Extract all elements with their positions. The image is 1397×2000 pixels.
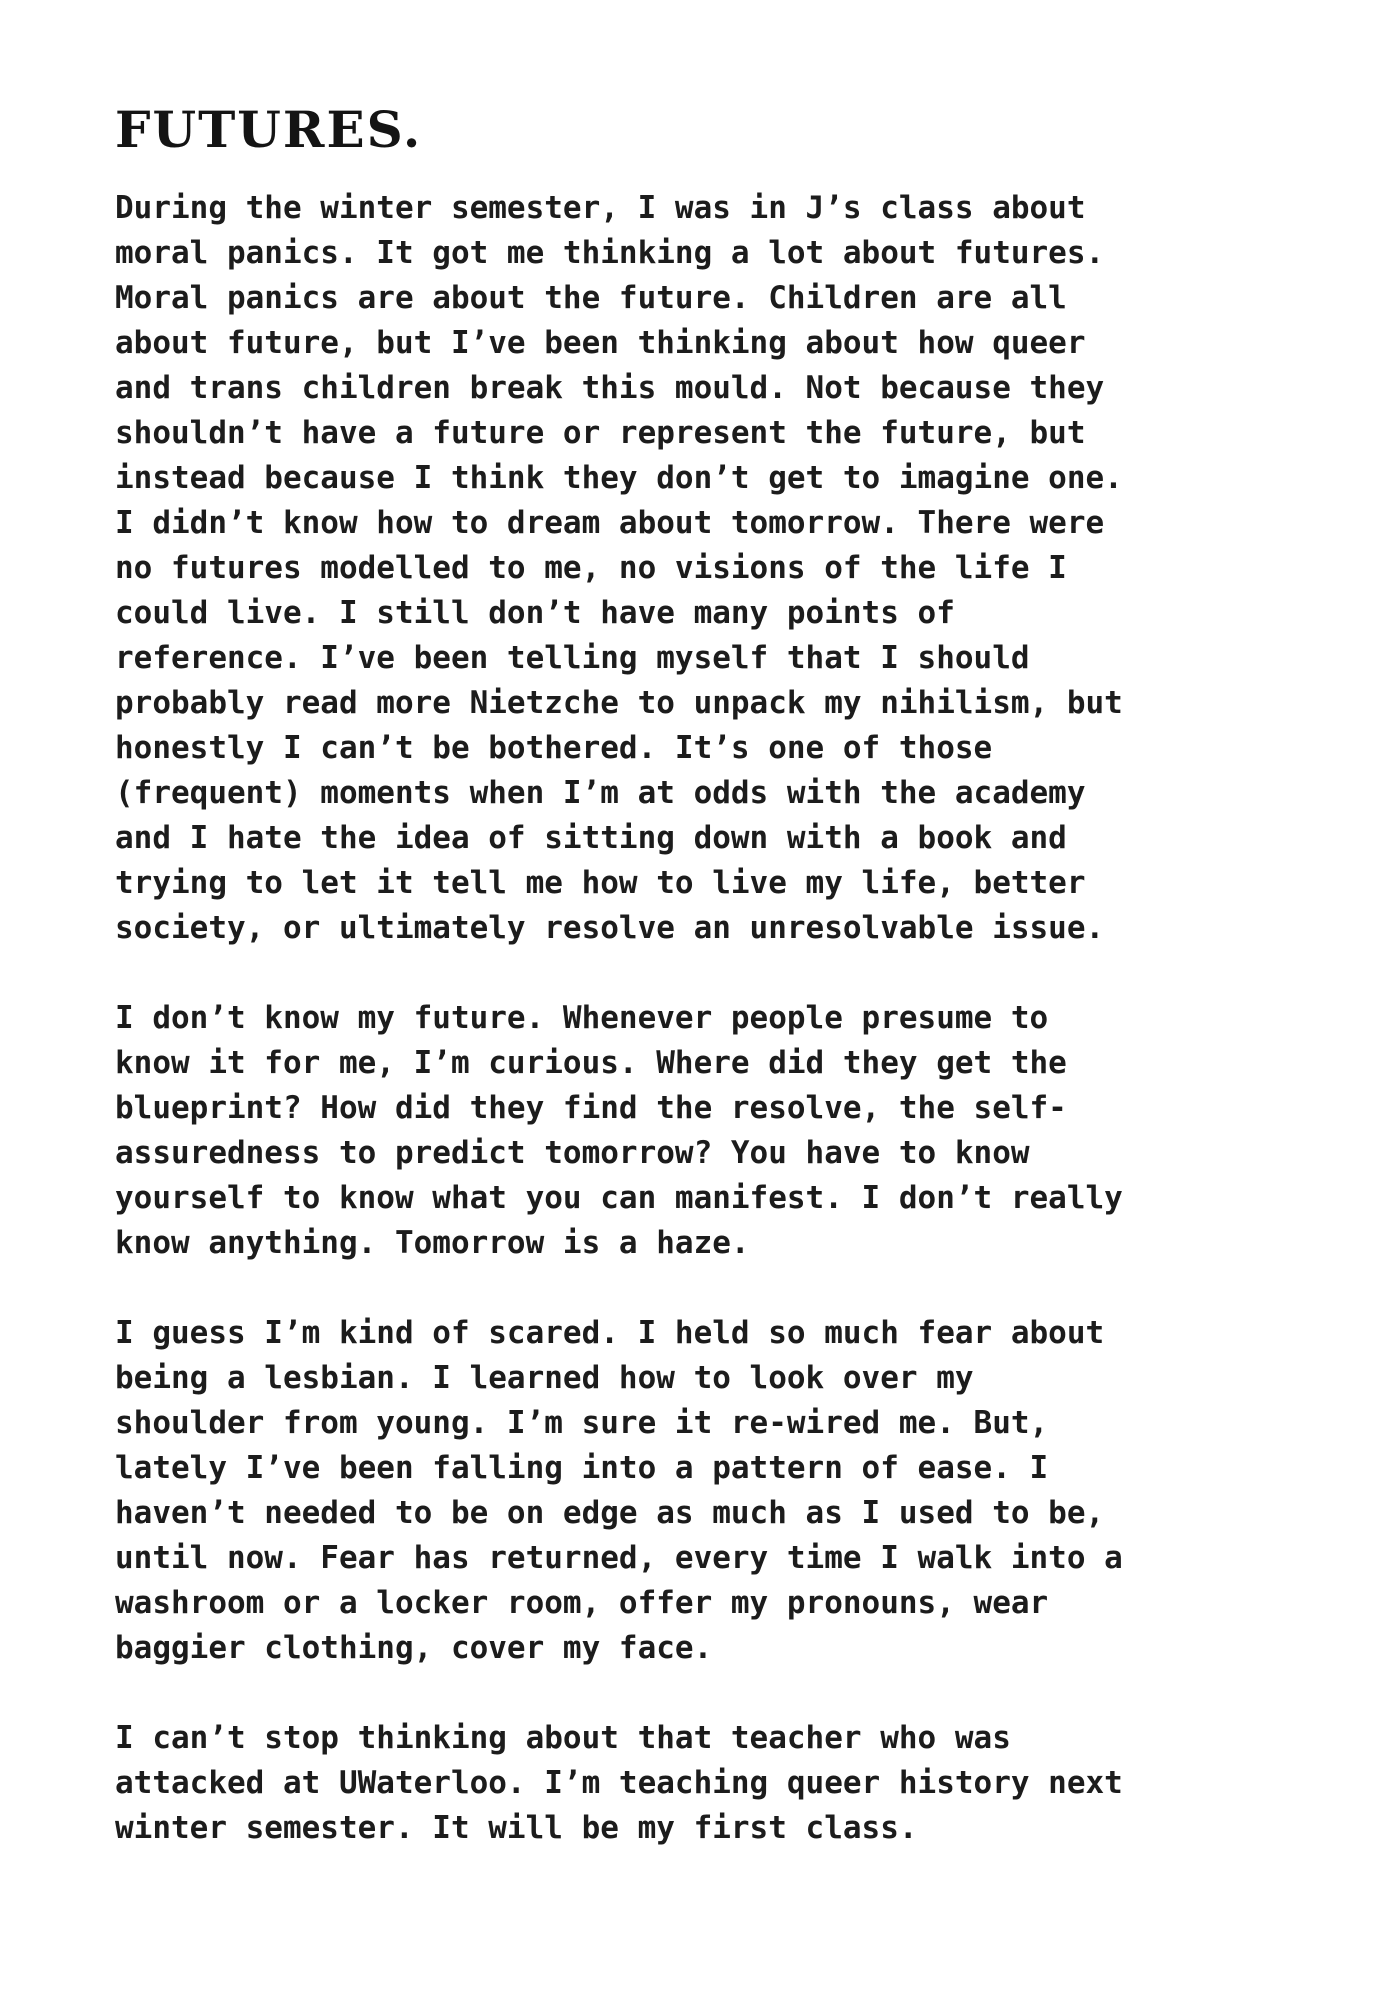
text-line: reference. I’ve been telling myself that I should: [115, 640, 1030, 676]
text-line: lately I’ve been falling into a pattern of ease. I: [115, 1450, 1049, 1486]
text-line: I can’t stop thinking about that teacher who was: [115, 1720, 1011, 1756]
text-line: about future, but I’ve been thinking about how queer: [115, 325, 1086, 361]
text-line: know it for me, I’m curious. Where did they get the: [115, 1045, 1067, 1081]
paragraph: [115, 1311, 1385, 1671]
text-line: being a lesbian. I learned how to look over my: [115, 1360, 974, 1396]
text-line: winter semester. It will be my first class.: [115, 1810, 918, 1846]
text-line: honestly I can’t be bothered. It’s one of those: [115, 730, 993, 766]
text-line: instead because I think they don’t get to imagine one.: [115, 460, 1123, 496]
text-line: washroom or a locker room, offer my pronouns, wear: [115, 1585, 1049, 1621]
text-line: moral panics. It got me thinking a lot about futures.: [115, 235, 1105, 271]
text-line: I don’t know my future. Whenever people presume to: [115, 1000, 1049, 1036]
text-line: I guess I’m kind of scared. I held so much fear about: [115, 1315, 1105, 1351]
paragraph: [115, 996, 1385, 1266]
text-line: could live. I still don’t have many points of: [115, 595, 955, 631]
text-line: assuredness to predict tomorrow? You have to know: [115, 1135, 1030, 1171]
text-line: society, or ultimately resolve an unresolvable issue.: [115, 910, 1105, 946]
paragraph: [115, 1716, 1385, 1851]
text-line: During the winter semester, I was in J’s class about: [115, 190, 1086, 226]
text-line: no futures modelled to me, no visions of the life I: [115, 550, 1067, 586]
text-line: until now. Fear has returned, every time I walk into a: [115, 1540, 1123, 1576]
text-line: probably read more Nietzche to unpack my nihilism, but: [115, 685, 1123, 721]
text-line: attacked at UWaterloo. I’m teaching queer history next: [115, 1765, 1123, 1801]
text-line: baggier clothing, cover my face.: [115, 1630, 713, 1666]
page-title: FUTURES.: [115, 100, 423, 159]
text-line: I didn’t know how to dream about tomorrow. There were: [115, 505, 1105, 541]
essay-body: [115, 186, 1385, 1896]
text-line: shouldn’t have a future or represent the future, but: [115, 415, 1086, 451]
paragraph: [115, 186, 1385, 951]
text-line: trying to let it tell me how to live my life, better: [115, 865, 1086, 901]
text-line: yourself to know what you can manifest. I don’t really: [115, 1180, 1123, 1216]
text-line: know anything. Tomorrow is a haze.: [115, 1225, 750, 1261]
text-line: and trans children break this mould. Not because they: [115, 370, 1105, 406]
text-line: and I hate the idea of sitting down with a book and: [115, 820, 1067, 856]
text-line: shoulder from young. I’m sure it re-wired me. But,: [115, 1405, 1049, 1441]
text-line: blueprint? How did they find the resolve, the self-: [115, 1090, 1067, 1126]
text-line: (frequent) moments when I’m at odds with the academy: [115, 775, 1086, 811]
text-line: Moral panics are about the future. Children are all: [115, 280, 1067, 316]
text-line: haven’t needed to be on edge as much as I used to be,: [115, 1495, 1105, 1531]
